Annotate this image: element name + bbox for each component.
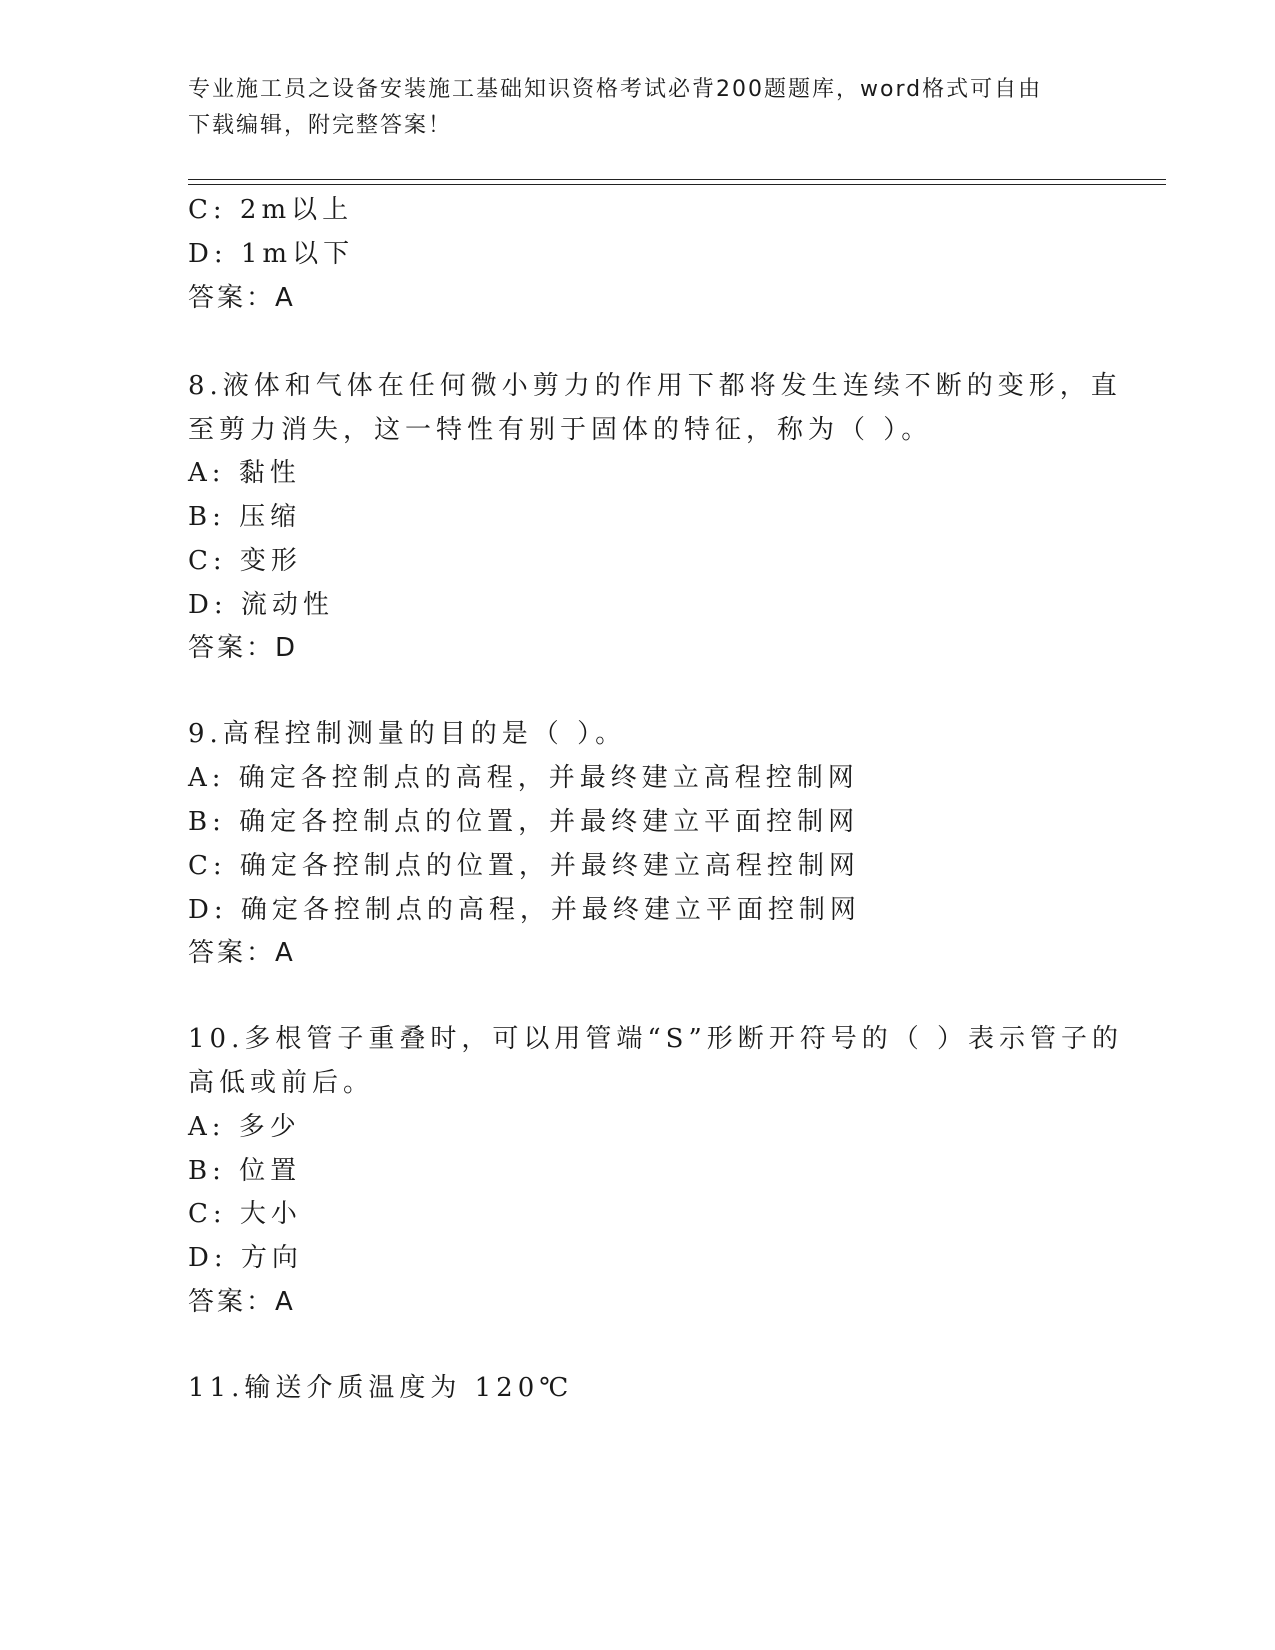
q8-stem-line-1: 8.液体和气体在任何微小剪力的作用下都将发生连续不断的变形，直 bbox=[188, 371, 1122, 401]
q10-stem-line-1: 10.多根管子重叠时，可以用管端“S”形断开符号的（ ）表示管子的 bbox=[188, 1024, 1124, 1054]
q9-answer: 答案：A bbox=[188, 938, 296, 968]
document-header bbox=[188, 72, 1068, 144]
q8-stem-line-2: 至剪力消失，这一特性有别于固体的特征，称为（ ）。 bbox=[188, 415, 933, 445]
q9-option-c: C: 确定各控制点的位置，并最终建立高程控制网 bbox=[188, 851, 860, 881]
q7-answer: 答案：A bbox=[188, 283, 296, 313]
q11-stem-line-1: 11.输送介质温度为 120℃ bbox=[188, 1373, 574, 1403]
q10-option-b: B: 位置 bbox=[188, 1156, 302, 1186]
header-line-2: 下载编辑，附完整答案！ bbox=[188, 113, 453, 138]
q10-option-c: C: 大小 bbox=[188, 1199, 302, 1229]
header-line-1: 专业施工员之设备安装施工基础知识资格考试必背200题题库，word格式可自由 bbox=[188, 77, 1043, 102]
q8-option-d: D: 流动性 bbox=[188, 590, 334, 620]
header-divider-bottom bbox=[188, 184, 1166, 185]
q10-option-a: A: 多少 bbox=[188, 1112, 301, 1142]
q10-stem-line-2: 高低或前后。 bbox=[188, 1068, 375, 1098]
q10-answer: 答案：A bbox=[188, 1287, 296, 1317]
q7-option-c: C: 2m以上 bbox=[188, 195, 354, 225]
header-divider-top bbox=[188, 179, 1166, 180]
q8-option-c: C: 变形 bbox=[188, 546, 302, 576]
q9-option-a: A: 确定各控制点的高程，并最终建立高程控制网 bbox=[188, 763, 859, 793]
q7-option-d: D: 1m以下 bbox=[188, 239, 355, 269]
q8-option-a: A: 黏性 bbox=[188, 458, 301, 488]
q8-answer: 答案：D bbox=[188, 633, 299, 663]
q10-option-d: D: 方向 bbox=[188, 1243, 303, 1273]
q8-option-b: B: 压缩 bbox=[188, 502, 302, 532]
q9-option-b: B: 确定各控制点的位置，并最终建立平面控制网 bbox=[188, 807, 860, 837]
q9-option-d: D: 确定各控制点的高程，并最终建立平面控制网 bbox=[188, 895, 861, 925]
q9-stem-line-1: 9.高程控制测量的目的是（ ）。 bbox=[188, 719, 627, 749]
